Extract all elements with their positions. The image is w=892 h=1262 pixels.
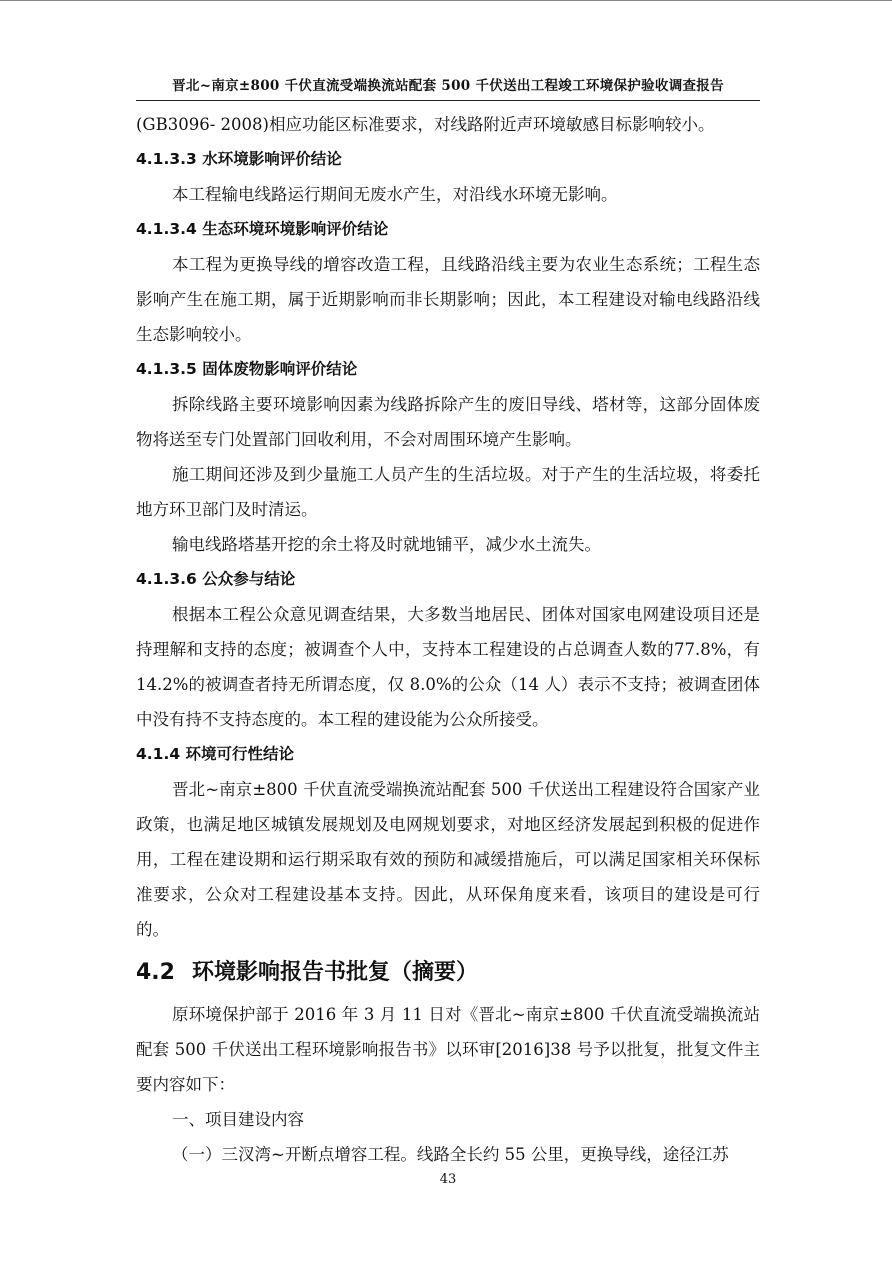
paragraph: 一、项目建设内容	[172, 1110, 304, 1129]
section-heading-4-2	[136, 951, 760, 995]
page-body	[136, 108, 760, 1172]
paragraph: 根据本工程公众意见调查结果，大多数当地居民、团体对国家电网建设项目还是持理解和支持的态度；被调查个人中，支持本工程建设的占总调查人数的77.8%，有 14.2%的被调查者持无所谓态度，仅 8.0%的公众（14 人）表示不支持；被调查团体中没有持不支持态度的。本工程的建设能为公众所接受。	[136, 605, 760, 729]
page-number: 43	[439, 1172, 457, 1187]
paragraph: （一）三汊湾~开断点增容工程。线路全长约 55 公里，更换导线，途径江苏	[172, 1145, 729, 1164]
paragraph: 输电线路塔基开挖的余土将及时就地铺平，减少水土流失。	[172, 535, 601, 554]
paragraph: 施工期间还涉及到少量施工人员产生的生活垃圾。对于产生的生活垃圾，将委托地方环卫部门及时清运。	[136, 465, 760, 519]
heading-4-1-3-3: 4.1.3.3 水环境影响评价结论	[136, 150, 342, 168]
section-title: 环境影响报告书批复（摘要）	[192, 960, 479, 985]
paragraph: 本工程为更换导线的增容改造工程，且线路沿线主要为农业生态系统；工程生态影响产生在施工期，属于近期影响而非长期影响；因此，本工程建设对输电线路沿线生态影响较小。	[136, 255, 760, 344]
heading-4-1-3-5: 4.1.3.5 固体废物影响评价结论	[136, 360, 358, 378]
paragraph: 晋北~南京±800 千伏直流受端换流站配套 500 千伏送出工程建设符合国家产业政策，也满足地区城镇发展规划及电网规划要求，对地区经济发展起到积极的促进作用，工程在建设期和运行期采取有效的预防和减缓措施后，可以满足国家相关环保标准要求，公众对工程建设基本支持。因此，从环保角度来看，该项目的建设是可行的。	[136, 780, 760, 939]
section-number: 4.2	[136, 960, 175, 985]
page-top-border	[0, 0, 892, 1]
running-header: 晋北~南京±800 千伏直流受端换流站配套 500 千伏送出工程竣工环境保护验收调查报告	[172, 78, 724, 94]
heading-4-1-4: 4.1.4 环境可行性结论	[136, 745, 295, 763]
paragraph: 拆除线路主要环境影响因素为线路拆除产生的废旧导线、塔材等，这部分固体废物将送至专门处置部门回收利用，不会对周围环境产生影响。	[136, 395, 760, 449]
heading-4-1-3-6: 4.1.3.6 公众参与结论	[136, 570, 296, 588]
paragraph: 本工程输电线路运行期间无废水产生，对沿线水环境无影响。	[172, 185, 618, 204]
paragraph-continuation: (GB3096- 2008)相应功能区标准要求，对线路附近声环境敏感目标影响较小。	[136, 115, 715, 134]
paragraph: 原环境保护部于 2016 年 3 月 11 日对《晋北~南京±800 千伏直流受端换流站配套 500 千伏送出工程环境影响报告书》以环审[2016]38 号予以批复，批复文件主要内容如下：	[136, 1005, 760, 1094]
header-rule	[136, 100, 760, 101]
heading-4-1-3-4: 4.1.3.4 生态环境环境影响评价结论	[136, 220, 389, 238]
